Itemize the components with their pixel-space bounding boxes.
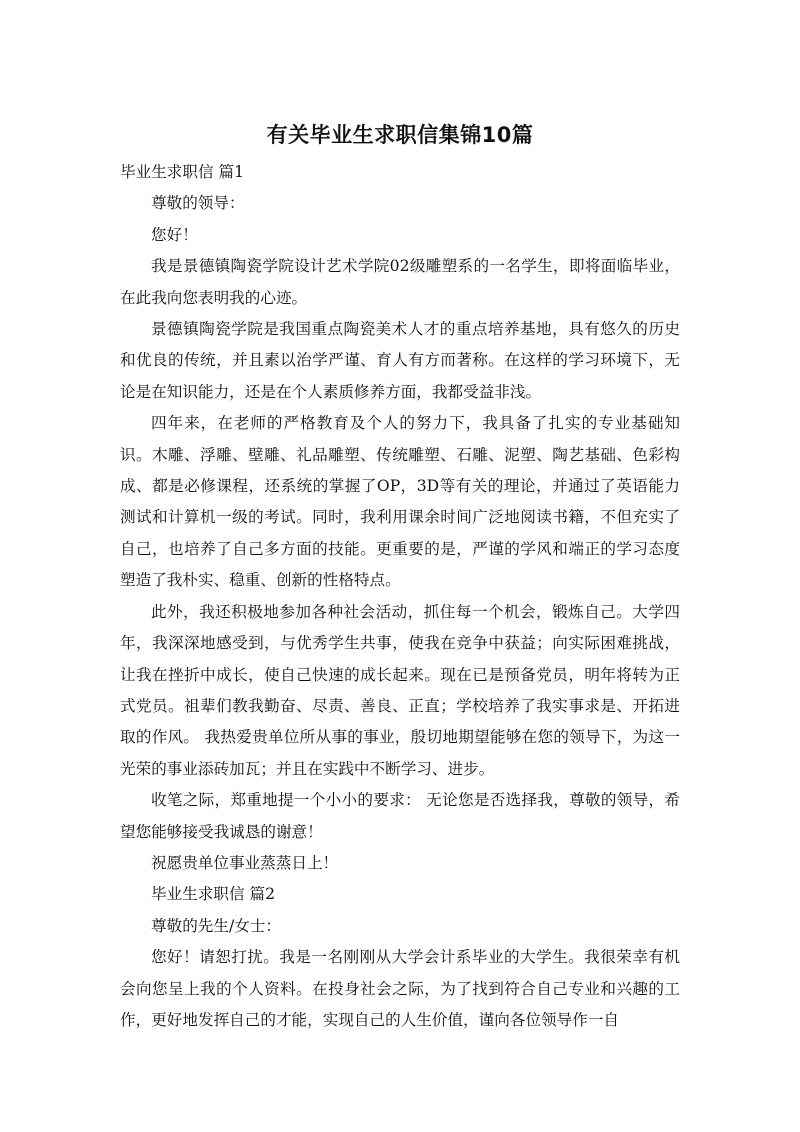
greeting: 您好！ <box>151 225 198 244</box>
salutation: 尊敬的领导： <box>151 194 245 213</box>
document-title: 有关毕业生求职信集锦10篇 <box>266 123 534 147</box>
section-heading-2: 毕业生求职信 篇2 <box>151 885 276 904</box>
salutation-2: 尊敬的先生/女士： <box>151 916 282 935</box>
paragraph-activities: 此外，我还积极地参加各种社会活动，抓住每一个机会，锻炼自己。大学四年，我深深地感受到，与优秀学生共事，使我在竞争中获益；向实际困难挑战，让我在挫折中成长，使自己快速的成长起来。现在已是预备党员，明年将转为正式党员。祖辈们教我勤奋、尽责、善良、正直；学校培养了我实事求是、开拓进取的作风。 我热爱贵单位所从事的事业，殷切地期望能够在您的领导下，为这一光荣的事业添砖加瓦；并且在实践中不断学习、进步。 <box>120 602 680 778</box>
paragraph-intro-2: 您好！请恕打扰。我是一名刚刚从大学会计系毕业的大学生。我很荣幸有机会向您呈上我的个人资料。在投身社会之际，为了找到符合自己专业和兴趣的工作，更好地发挥自己的才能，实现自己的人生价值，谨向各位领导作一自 <box>120 948 680 1029</box>
paragraph-intro: 我是景德镇陶瓷学院设计艺术学院02级雕塑系的一名学生，即将面临毕业，在此我向您表明我的心迹。 <box>120 257 680 307</box>
section-heading-1: 毕业生求职信 篇1 <box>120 163 245 181</box>
paragraph-wish: 祝愿贵单位事业蒸蒸日上！ <box>151 853 339 872</box>
paragraph-studies: 四年来，在老师的严格教育及个人的努力下，我具备了扎实的专业基础知识。木雕、浮雕、壁雕、礼品雕塑、传统雕塑、石雕、泥塑、陶艺基础、色彩构成、都是必修课程，还系统的掌握了OP，3D等有关的理论，并通过了英语能力测试和计算机一级的考试。同时，我利用课余时间广泛地阅读书籍，不但充实了自己，也培养了自己多方面的技能。更重要的是，严谨的学风和端正的学习态度塑造了我朴实、稳重、创新的性格特点。 <box>120 414 680 590</box>
document-body <box>120 157 680 1036</box>
paragraph-school: 景德镇陶瓷学院是我国重点陶瓷美术人才的重点培养基地，具有悠久的历史和优良的传统，并且素以治学严谨、育人有方而著称。在这样的学习环境下，无论是在知识能力，还是在个人素质修养方面，我都受益非浅。 <box>120 320 680 401</box>
paragraph-closing: 收笔之际，郑重地提一个小小的要求： 无论您是否选择我，尊敬的领导，希望您能够接受我诚恳的谢意！ <box>120 791 680 841</box>
